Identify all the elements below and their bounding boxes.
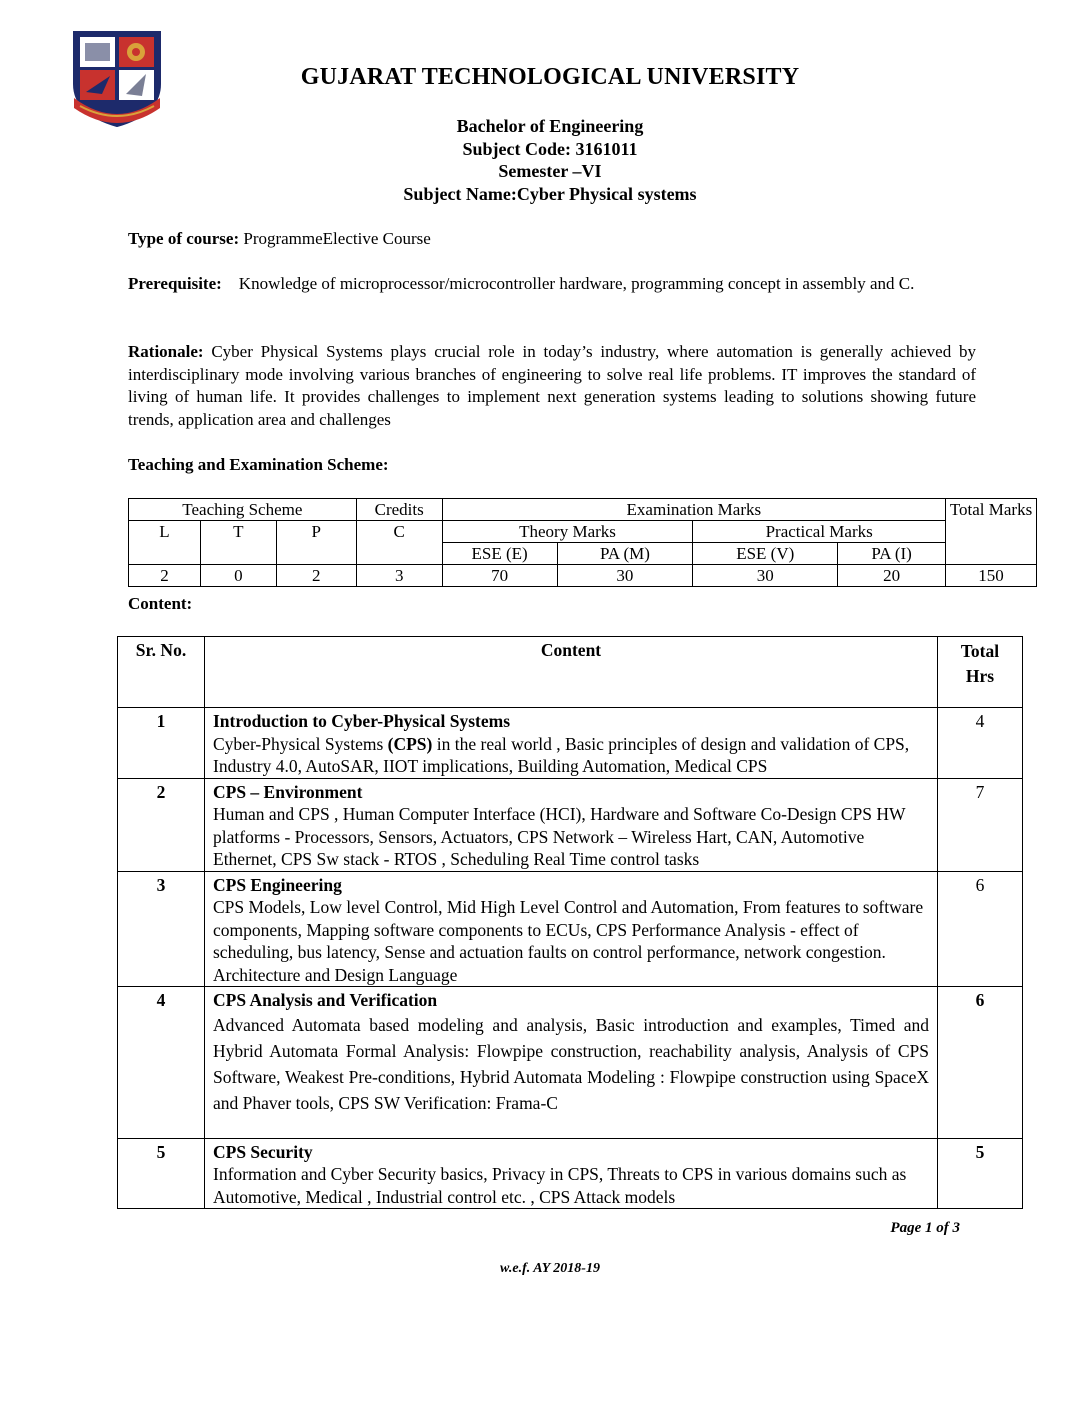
unit-desc-part: Cyber-Physical Systems xyxy=(213,733,388,754)
value-pa-m: 30 xyxy=(557,565,693,587)
table-row xyxy=(118,871,1023,987)
prerequisite-value: Knowledge of microprocessor/microcontroller hardware, programming concept in assembly and C. xyxy=(221,274,915,293)
unit-hrs: 6 xyxy=(938,987,1023,1139)
col-total-hrs xyxy=(938,637,1023,708)
unit-description xyxy=(213,733,929,778)
unit-hrs: 6 xyxy=(938,871,1023,987)
unit-description: CPS Models, Low level Control, Mid High Level Control and Automation, From features to software components, Mapping software components to ECUs, CPS Performance Analysis - effect of scheduling, bus latency, Sense and actuation faults on control performance, network congestion. Architecture and Design Language xyxy=(213,897,924,985)
unit-hrs: 7 xyxy=(938,778,1023,871)
table-row xyxy=(118,987,1023,1139)
pa-i-header: PA (I) xyxy=(838,543,946,565)
rationale xyxy=(128,341,976,431)
unit-desc-part: in the real world , Basic principles of design and validation of CPS, Industry 4.0, AutoSAR, IIOT implications, Building Automation, Medical CPS xyxy=(213,733,910,776)
total-marks-header: Total Marks xyxy=(946,499,1037,565)
unit-sr: 1 xyxy=(118,708,205,779)
col-sr-no: Sr. No. xyxy=(118,637,205,708)
unit-title: CPS – Environment xyxy=(213,781,363,802)
table-row xyxy=(118,1138,1023,1209)
semester: Semester –VI xyxy=(498,161,602,181)
exam-marks-header: Examination Marks xyxy=(442,499,945,521)
subject-code: Subject Code: 3161011 xyxy=(462,138,638,159)
content-header-row xyxy=(118,637,1023,708)
rationale-value: Cyber Physical Systems plays crucial role in today’s industry, where automation is generally achieved by interdisciplinary mode involving various branches of engineering to solve real life problems. IT improves the standard of living of human life. It provides challenges to implement next generation systems leading to solutions showing future trends, application area and challenges xyxy=(128,342,976,429)
unit-description: Human and CPS , Human Computer Interface (HCI), Hardware and Software Co-Design CPS HW platforms - Processors, Sensors, Actuators, CPS Network – Wireless Hart, CAN, Automotive Ethernet, CPS Sw stack - RTOS , Scheduling Real Time control tasks xyxy=(213,804,906,869)
value-ese-v: 30 xyxy=(693,565,838,587)
content-table xyxy=(117,636,1023,1209)
subject-name: Subject Name:Cyber Physical systems xyxy=(403,183,697,204)
practical-marks-header: Practical Marks xyxy=(693,521,946,543)
prerequisite xyxy=(128,273,918,296)
col-total-hrs-label: Total Hrs xyxy=(960,641,1000,686)
value-pa-i: 20 xyxy=(838,565,946,587)
unit-content xyxy=(205,871,938,987)
unit-description: Advanced Automata based modeling and analysis, Basic introduction and examples, Timed and Hybrid Automata Formal Analysis: Flowpipe construction, reachability analysis, Analysis of CPS Software, Weakest Pre-conditions, Hybrid Automata Modeling : Flowpipe construction using SpaceX and Phaver tools, CPS SW Verification: Frama-C xyxy=(213,1014,929,1113)
unit-sr: 3 xyxy=(118,871,205,987)
unit-title: CPS Engineering xyxy=(213,874,342,895)
rationale-label: Rationale: xyxy=(128,342,204,361)
value-t: 0 xyxy=(200,565,276,587)
prerequisite-label: Prerequisite: xyxy=(128,274,222,293)
type-of-course xyxy=(128,228,976,251)
unit-desc-bold: (CPS) xyxy=(387,733,433,754)
credits-header: Credits xyxy=(356,499,442,521)
scheme-values-row xyxy=(129,565,1037,587)
table-row xyxy=(118,708,1023,779)
value-l: 2 xyxy=(129,565,201,587)
value-p: 2 xyxy=(276,565,356,587)
theory-marks-header: Theory Marks xyxy=(442,521,693,543)
unit-title: CPS Analysis and Verification xyxy=(213,990,438,1010)
p-header: P xyxy=(276,521,356,565)
value-total: 150 xyxy=(946,565,1037,587)
pa-m-header: PA (M) xyxy=(557,543,693,565)
effective-from: w.e.f. AY 2018-19 xyxy=(500,1261,600,1276)
unit-description: Information and Cyber Security basics, Privacy in CPS, Threats to CPS in various domains such as Automotive, Medical , Industrial control etc. , CPS Attack models xyxy=(213,1164,907,1207)
type-of-course-label: Type of course: xyxy=(128,229,240,248)
teaching-scheme-header: Teaching Scheme xyxy=(129,499,357,521)
content-heading: Content: xyxy=(128,594,193,613)
col-content: Content xyxy=(205,637,938,708)
unit-hrs: 5 xyxy=(938,1138,1023,1209)
table-row xyxy=(118,778,1023,871)
degree: Bachelor of Engineering xyxy=(456,116,644,136)
unit-content xyxy=(205,708,938,779)
unit-sr: 5 xyxy=(118,1138,205,1209)
l-header: L xyxy=(129,521,201,565)
c-header: C xyxy=(356,521,442,565)
university-name: GUJARAT TECHNOLOGICAL UNIVERSITY xyxy=(300,64,800,90)
scheme-heading: Teaching and Examination Scheme: xyxy=(128,455,389,474)
unit-title: CPS Security xyxy=(213,1141,313,1162)
page-number: Page 1 of 3 xyxy=(890,1220,960,1236)
t-header: T xyxy=(200,521,276,565)
unit-sr: 2 xyxy=(118,778,205,871)
unit-title: Introduction to Cyber-Physical Systems xyxy=(213,711,511,731)
unit-hrs: 4 xyxy=(938,708,1023,779)
teaching-exam-scheme-table xyxy=(128,498,1037,587)
value-c: 3 xyxy=(356,565,442,587)
ese-v-header: ESE (V) xyxy=(693,543,838,565)
unit-content xyxy=(205,987,938,1139)
ese-e-header: ESE (E) xyxy=(442,543,557,565)
value-ese-e: 70 xyxy=(442,565,557,587)
subject-header xyxy=(0,115,1088,205)
unit-sr: 4 xyxy=(118,987,205,1139)
unit-content xyxy=(205,1138,938,1209)
type-of-course-value: ProgrammeElective Course xyxy=(239,229,431,248)
unit-content xyxy=(205,778,938,871)
